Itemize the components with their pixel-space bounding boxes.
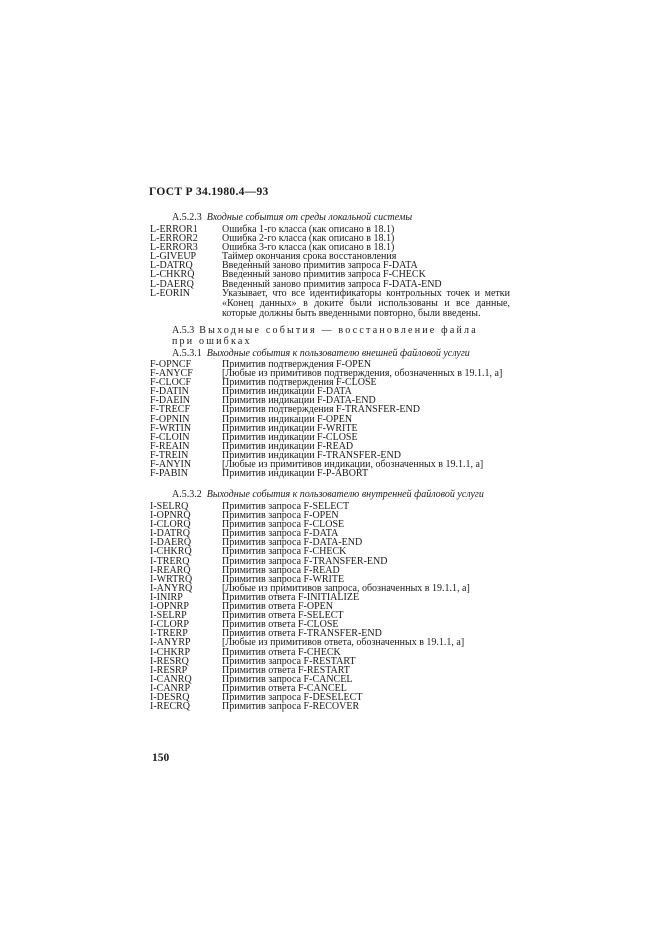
event-code: L-ERROR3 — [150, 242, 198, 254]
section-number: А.5.3.1 — [172, 348, 202, 359]
event-description: Примитив подтверждения F-CLOSE — [222, 377, 377, 389]
event-code: F-TRECF — [150, 404, 191, 416]
event-description: Примитив индикации F-DATA — [222, 386, 352, 398]
event-code: I-DAERQ — [150, 537, 192, 549]
standard-header: ГОСТ Р 34.1980.4—93 — [149, 186, 269, 198]
event-table — [150, 360, 510, 478]
event-description: Ошибка 1-го класса (как описано в 18.1) — [222, 224, 395, 235]
table-row — [150, 702, 510, 711]
event-description: Примитив ответа F-OPEN — [222, 601, 333, 613]
event-description: Примитив запроса F-DATA — [222, 528, 339, 540]
event-code: F-PABIN — [150, 468, 188, 480]
event-code: I-DESRQ — [150, 691, 190, 703]
table-row — [150, 469, 510, 478]
event-code: I-OPNRP — [150, 601, 189, 613]
event-description: Примитив запроса F-WRITE — [222, 573, 345, 585]
event-code: L-ERROR2 — [150, 233, 198, 245]
event-description: Примитив запроса F-SELECT — [222, 501, 350, 512]
event-description: Примитив запроса F-READ — [222, 564, 340, 576]
section-number: А.5.3 — [172, 325, 195, 336]
event-code: I-RESRQ — [150, 655, 189, 667]
event-code: I-CHKRQ — [150, 546, 192, 558]
event-description: Введенный заново примитив запроса F-DATA — [222, 260, 418, 272]
event-code: I-CLORQ — [150, 519, 191, 531]
event-code: I-ANYRQ — [150, 582, 193, 594]
event-description: Примитив индикации F-DATA-END — [222, 395, 376, 407]
section-title: Выходные события к пользователю внутренней файловой услуги — [206, 489, 484, 500]
event-description: Примитив запроса F-DATA-END — [222, 537, 363, 549]
event-code: F-WRTIN — [150, 422, 192, 434]
event-description: Примитив ответа F-SELECT — [222, 610, 344, 622]
event-description: [Любые из примитивов подтверждения, обозначенных в 19.1.1, а] — [222, 368, 503, 380]
section-heading — [172, 325, 498, 347]
event-description: Примитив запроса F-TRANSFER-END — [222, 555, 388, 567]
section-title: Выходные события — восстановление файла при ошибках — [172, 325, 478, 347]
event-code: L-ERROR1 — [150, 224, 198, 235]
event-code: I-CLORP — [150, 619, 189, 631]
event-description: Примитив запроса F-DESELECT — [222, 691, 363, 703]
event-description: Примитив индикации F-CLOSE — [222, 431, 358, 443]
event-description: Примитив запроса F-RECOVER — [222, 701, 360, 713]
event-code: L-GIVEUP — [150, 251, 197, 263]
event-description: [Любые из примитивов индикации, обозначенных в 19.1.1, а] — [222, 459, 484, 471]
event-code: I-DATRQ — [150, 528, 190, 540]
event-code: I-ANYRP — [150, 637, 191, 649]
event-code: F-ANYCF — [150, 368, 193, 380]
event-code: F-CLOCF — [150, 377, 192, 389]
event-code: L-DAERQ — [150, 278, 194, 290]
event-code: I-RECRQ — [150, 701, 190, 713]
event-code: F-ANYIN — [150, 459, 192, 471]
section-number: А.5.3.2 — [172, 489, 202, 500]
section-title: Выходные события к пользователю внешней файловой услуги — [206, 348, 470, 359]
event-description: Примитив запроса F-CANCEL — [222, 673, 353, 685]
event-description: Таймер окончания срока восстановления — [222, 251, 397, 263]
event-code: L-CHKRQ — [150, 269, 195, 281]
event-description: Примитив подтверждения F-TRANSFER-END — [222, 404, 420, 416]
event-code: L-DATRQ — [150, 260, 193, 272]
event-description: Ошибка 3-го класса (как описано в 18.1) — [222, 242, 395, 254]
section-heading — [172, 212, 412, 223]
event-code: F-REAIN — [150, 440, 190, 452]
event-code: L-EORIN — [150, 287, 190, 299]
event-table — [150, 225, 510, 319]
event-code: I-REARQ — [150, 564, 191, 576]
event-description: [Любые из примитивов ответа, обозначенных в 19.1.1, а] — [222, 637, 465, 649]
event-code: F-DAEIN — [150, 395, 190, 407]
event-code: I-TRERP — [150, 628, 188, 640]
event-code: I-SELRP — [150, 610, 187, 622]
event-code: I-RESRP — [150, 664, 188, 676]
event-description: Примитив запроса F-RESTART — [222, 655, 356, 667]
event-description: Примитив ответа F-CANCEL — [222, 682, 347, 694]
event-code: F-TREIN — [150, 449, 189, 461]
event-description: Примитив подтверждения F-OPEN — [222, 359, 372, 370]
event-code: I-WRTRQ — [150, 573, 193, 585]
event-description: [Любые из примитивов запроса, обозначенных в 19.1.1, а] — [222, 582, 470, 594]
event-code: I-CANRQ — [150, 673, 192, 685]
event-description: Введенный заново примитив запроса F-DATA-END — [222, 278, 442, 290]
event-code: I-INIRP — [150, 591, 183, 603]
section-title: Входные события от среды локальной системы — [206, 212, 413, 223]
event-description: Указывает, что все идентификаторы контрольных точек и метки «Конец данных» в доките были использованы и все данные, которые должны быть введенными повторно, были введены. — [222, 287, 510, 319]
event-description: Ошибка 2-го класса (как описано в 18.1) — [222, 233, 395, 245]
event-description: Примитив ответа F-CLOSE — [222, 619, 339, 631]
event-description: Примитив ответа F-CHECK — [222, 646, 341, 658]
event-code: F-OPNCF — [150, 359, 192, 370]
section-heading — [172, 489, 484, 500]
event-description: Примитив индикации F-OPEN — [222, 413, 353, 425]
event-description: Примитив индикации F-P-ABORT — [222, 468, 369, 480]
event-code: F-OPNIN — [150, 413, 190, 425]
event-code: I-CANRP — [150, 682, 191, 694]
event-description: Примитив индикации F-TRANSFER-END — [222, 449, 401, 461]
event-code: I-CHKRP — [150, 646, 191, 658]
event-description: Примитив ответа F-INITIALIZE — [222, 591, 360, 603]
event-description: Введенный заново примитив запроса F-CHECK — [222, 269, 426, 281]
event-code: F-DATIN — [150, 386, 189, 398]
section-number: А.5.2.3 — [172, 212, 202, 223]
event-code: I-OPNRQ — [150, 510, 191, 522]
event-description: Примитив ответа F-RESTART — [222, 664, 350, 676]
event-table — [150, 502, 510, 711]
event-description: Примитив индикации F-WRITE — [222, 422, 358, 434]
section-heading — [172, 348, 470, 359]
event-description: Примитив запроса F-CLOSE — [222, 519, 345, 531]
table-row — [150, 289, 510, 319]
event-description: Примитив запроса F-OPEN — [222, 510, 339, 522]
event-code: F-CLOIN — [150, 431, 190, 443]
page-number: 150 — [152, 752, 170, 764]
event-description: Примитив запроса F-CHECK — [222, 546, 347, 558]
event-description: Примитив индикации F-READ — [222, 440, 354, 452]
event-code: I-TRERQ — [150, 555, 190, 567]
event-description: Примитив ответа F-TRANSFER-END — [222, 628, 382, 640]
event-code: I-SELRQ — [150, 501, 189, 512]
